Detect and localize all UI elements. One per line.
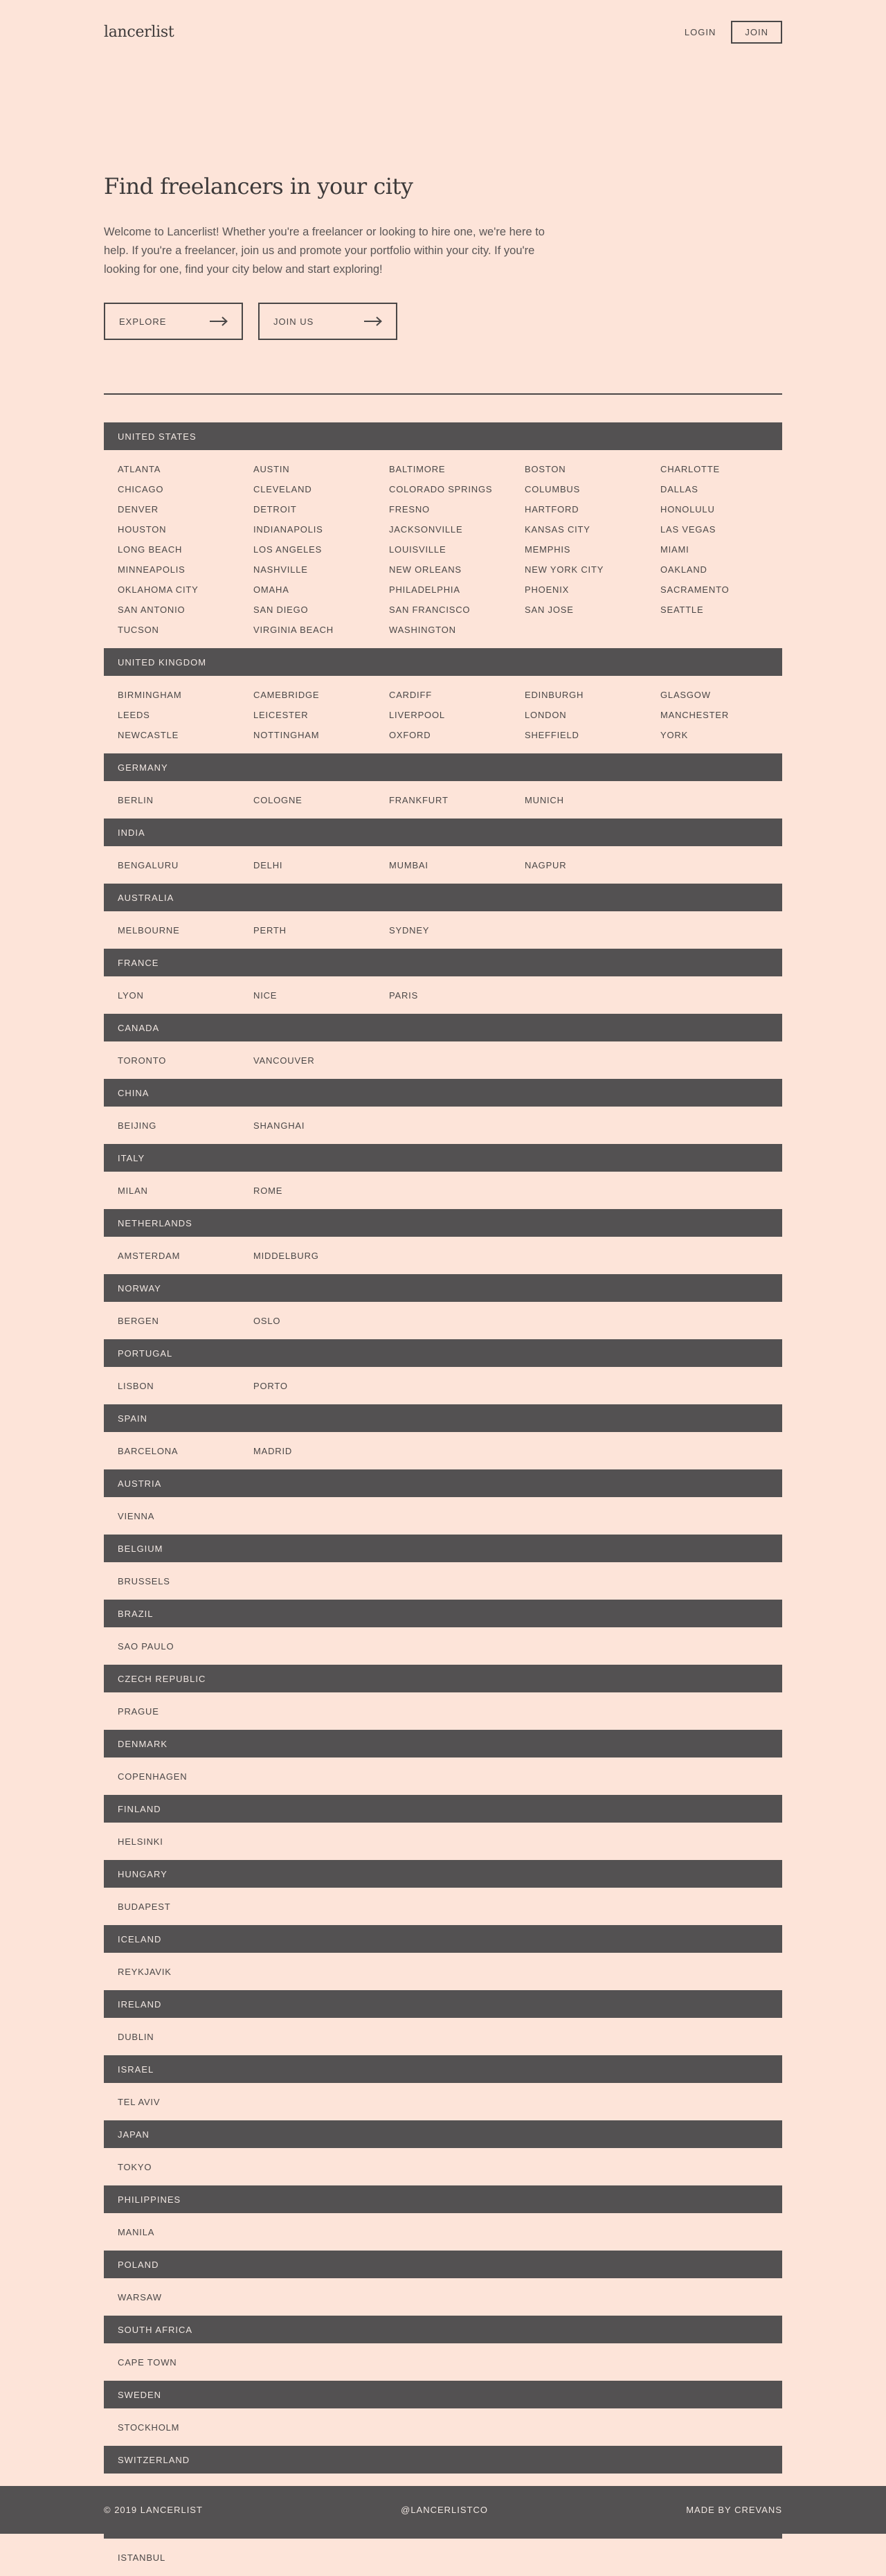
city-link[interactable]: NEWCASTLE xyxy=(118,730,179,740)
city-grid xyxy=(104,1302,782,1339)
city-link[interactable]: HOUSTON xyxy=(118,524,167,535)
city-link[interactable]: BOSTON xyxy=(525,464,566,474)
city-grid xyxy=(104,1627,782,1665)
country-header: SPAIN xyxy=(104,1404,782,1432)
city-link[interactable]: SHEFFIELD xyxy=(525,730,579,740)
city-link[interactable]: INDIANAPOLIS xyxy=(253,524,323,535)
country-header: FRANCE xyxy=(104,949,782,976)
city-link[interactable]: PARIS xyxy=(389,990,419,1001)
explore-button[interactable] xyxy=(104,303,243,340)
city-link[interactable]: SAO PAULO xyxy=(118,1641,174,1652)
city-grid xyxy=(104,1237,782,1274)
city-grid xyxy=(104,1953,782,1990)
city-link[interactable]: HELSINKI xyxy=(118,1836,163,1847)
city-grid xyxy=(104,450,782,648)
city-link[interactable]: BALTIMORE xyxy=(389,464,446,474)
country-header: AUSTRIA xyxy=(104,1469,782,1497)
city-link[interactable]: NICE xyxy=(253,990,278,1001)
country-header: NETHERLANDS xyxy=(104,1209,782,1237)
city-link[interactable]: NASHVILLE xyxy=(253,564,308,575)
city-link[interactable]: FRANKFURT xyxy=(389,795,449,805)
city-link[interactable]: MUMBAI xyxy=(389,860,428,870)
city-grid xyxy=(104,2408,782,2446)
city-link[interactable]: BEIJING xyxy=(118,1120,157,1131)
join-us-button[interactable] xyxy=(258,303,397,340)
country-header: CHINA xyxy=(104,1079,782,1107)
hero-section xyxy=(104,173,547,340)
city-link[interactable]: WASHINGTON xyxy=(389,625,456,635)
country-list xyxy=(104,422,782,2576)
city-link[interactable]: CHARLOTTE xyxy=(660,464,720,474)
city-link[interactable]: AMSTERDAM xyxy=(118,1251,181,1261)
city-link[interactable]: COLOGNE xyxy=(253,795,302,805)
city-link[interactable]: DELHI xyxy=(253,860,283,870)
footer-credit-link[interactable]: MADE BY CREVANS xyxy=(686,2505,782,2515)
country-header: INDIA xyxy=(104,819,782,846)
country-header: IRELAND xyxy=(104,1990,782,2018)
city-link[interactable]: HARTFORD xyxy=(525,504,579,515)
city-link[interactable]: NOTTINGHAM xyxy=(253,730,320,740)
section-divider xyxy=(104,393,782,395)
city-link[interactable]: LEEDS xyxy=(118,710,150,720)
city-link[interactable]: MINNEAPOLIS xyxy=(118,564,186,575)
city-link[interactable]: VIRGINIA BEACH xyxy=(253,625,334,635)
city-link[interactable]: MANCHESTER xyxy=(660,710,730,720)
city-link[interactable]: LISBON xyxy=(118,1381,154,1391)
city-link[interactable]: VANCOUVER xyxy=(253,1055,315,1066)
city-grid xyxy=(104,1692,782,1730)
city-link[interactable]: BRUSSELS xyxy=(118,1576,170,1586)
country-header: FINLAND xyxy=(104,1795,782,1823)
city-grid xyxy=(104,2148,782,2185)
country-header: GERMANY xyxy=(104,753,782,781)
city-link[interactable]: PHILADELPHIA xyxy=(389,584,460,595)
city-link[interactable]: DALLAS xyxy=(660,484,698,494)
city-link[interactable]: TEL AVIV xyxy=(118,2097,161,2107)
city-link[interactable]: LEICESTER xyxy=(253,710,309,720)
city-link[interactable]: CAMEBRIDGE xyxy=(253,690,320,700)
city-link[interactable]: HONOLULU xyxy=(660,504,715,515)
country-header: PORTUGAL xyxy=(104,1339,782,1367)
hero-buttons xyxy=(104,303,547,340)
city-link[interactable]: BERLIN xyxy=(118,795,154,805)
city-link[interactable]: SYDNEY xyxy=(389,925,430,936)
city-link[interactable]: KANSAS CITY xyxy=(525,524,590,535)
country-header: NORWAY xyxy=(104,1274,782,1302)
city-link[interactable]: MILAN xyxy=(118,1186,148,1196)
city-grid xyxy=(104,1432,782,1469)
top-nav xyxy=(685,21,782,44)
city-grid xyxy=(104,1041,782,1079)
city-link[interactable]: SAN FRANCISCO xyxy=(389,605,471,615)
join-us-button-label: JOIN US xyxy=(273,316,314,327)
join-button[interactable]: JOIN xyxy=(731,21,782,44)
hero-description: Welcome to Lancerlist! Whether you're a freelancer or looking to hire one, we're here to help. If you're a freelancer, join us and promote your portfolio within your city. If you're looking for one, find your city below and start exploring! xyxy=(104,226,545,276)
city-link[interactable]: CLEVELAND xyxy=(253,484,312,494)
city-link[interactable]: NEW ORLEANS xyxy=(389,564,462,575)
country-header: ICELAND xyxy=(104,1925,782,1953)
site-header xyxy=(104,19,782,44)
city-link[interactable]: ROME xyxy=(253,1186,283,1196)
country-header: BELGIUM xyxy=(104,1535,782,1562)
city-link[interactable]: SACRAMENTO xyxy=(660,584,730,595)
city-link[interactable]: LYON xyxy=(118,990,144,1001)
city-link[interactable]: NAGPUR xyxy=(525,860,567,870)
city-link[interactable]: PERTH xyxy=(253,925,287,936)
logo[interactable]: lancerlist xyxy=(104,23,174,41)
city-grid xyxy=(104,1823,782,1860)
city-link[interactable]: TORONTO xyxy=(118,1055,167,1066)
city-link[interactable]: MEMPHIS xyxy=(525,544,571,555)
city-link[interactable]: NEW YORK CITY xyxy=(525,564,604,575)
city-grid xyxy=(104,1497,782,1535)
city-link[interactable]: SEATTLE xyxy=(660,605,704,615)
city-grid xyxy=(104,1757,782,1795)
country-header: ISRAEL xyxy=(104,2055,782,2083)
city-link[interactable]: LONG BEACH xyxy=(118,544,183,555)
city-grid xyxy=(104,2083,782,2120)
site-footer xyxy=(0,2486,886,2534)
city-link[interactable]: YORK xyxy=(660,730,689,740)
city-grid xyxy=(104,676,782,753)
city-link[interactable]: TOKYO xyxy=(118,2162,152,2172)
city-link[interactable]: MUNICH xyxy=(525,795,564,805)
country-header: UNITED STATES xyxy=(104,422,782,450)
city-grid xyxy=(104,2213,782,2251)
city-link[interactable]: LAS VEGAS xyxy=(660,524,716,535)
arrow-right-icon xyxy=(210,316,228,326)
country-header: UNITED KINGDOM xyxy=(104,648,782,676)
city-link[interactable]: OSLO xyxy=(253,1316,281,1326)
city-link[interactable]: OXFORD xyxy=(389,730,431,740)
city-link[interactable]: JACKSONVILLE xyxy=(389,524,463,535)
city-grid xyxy=(104,846,782,884)
city-link[interactable]: PORTO xyxy=(253,1381,288,1391)
city-link[interactable]: CARDIFF xyxy=(389,690,432,700)
country-header: CZECH REPUBLIC xyxy=(104,1665,782,1692)
city-link[interactable]: STOCKHOLM xyxy=(118,2422,180,2433)
country-header: DENMARK xyxy=(104,1730,782,1757)
city-grid xyxy=(104,2539,782,2576)
city-link[interactable]: PRAGUE xyxy=(118,1706,159,1717)
country-header: AUSTRALIA xyxy=(104,884,782,911)
city-link[interactable]: BUDAPEST xyxy=(118,1902,171,1912)
city-link[interactable]: SHANGHAI xyxy=(253,1120,305,1131)
city-link[interactable]: MIDDELBURG xyxy=(253,1251,319,1261)
country-header: HUNGARY xyxy=(104,1860,782,1888)
city-link[interactable]: VIENNA xyxy=(118,1511,155,1521)
city-link[interactable]: DETROIT xyxy=(253,504,297,515)
city-link[interactable]: WARSAW xyxy=(118,2292,162,2302)
city-link[interactable]: BIRMINGHAM xyxy=(118,690,182,700)
city-link[interactable]: MANILA xyxy=(118,2227,155,2237)
country-header: POLAND xyxy=(104,2251,782,2278)
arrow-right-icon xyxy=(364,316,382,326)
city-link[interactable]: COLUMBUS xyxy=(525,484,581,494)
city-link[interactable]: PHOENIX xyxy=(525,584,570,595)
city-link[interactable]: SAN DIEGO xyxy=(253,605,309,615)
footer-copyright: © 2019 LANCERLIST xyxy=(104,2505,203,2515)
city-link[interactable]: OKLAHOMA CITY xyxy=(118,584,199,595)
country-header: JAPAN xyxy=(104,2120,782,2148)
city-grid xyxy=(104,1107,782,1144)
country-header: ITALY xyxy=(104,1144,782,1172)
city-link[interactable]: TUCSON xyxy=(118,625,159,635)
country-header: CANADA xyxy=(104,1014,782,1041)
city-grid xyxy=(104,2278,782,2316)
city-link[interactable]: SAN JOSE xyxy=(525,605,574,615)
city-link[interactable]: EDINBURGH xyxy=(525,690,584,700)
city-link[interactable]: CAPE TOWN xyxy=(118,2357,177,2368)
country-header: SWITZERLAND xyxy=(104,2446,782,2474)
city-link[interactable]: COLORADO SPRINGS xyxy=(389,484,493,494)
city-link[interactable]: FRESNO xyxy=(389,504,430,515)
country-header: PHILIPPINES xyxy=(104,2185,782,2213)
city-link[interactable]: BARCELONA xyxy=(118,1446,179,1456)
city-link[interactable]: DUBLIN xyxy=(118,2032,154,2042)
city-link[interactable]: BERGEN xyxy=(118,1316,159,1326)
city-link[interactable]: MELBOURNE xyxy=(118,925,180,936)
city-link[interactable]: AUSTIN xyxy=(253,464,290,474)
city-link[interactable]: LOUISVILLE xyxy=(389,544,446,555)
city-grid xyxy=(104,2018,782,2055)
login-link[interactable]: LOGIN xyxy=(684,26,716,37)
city-link[interactable]: LONDON xyxy=(525,710,567,720)
city-link[interactable]: REYKJAVIK xyxy=(118,1967,172,1977)
city-link[interactable]: SAN ANTONIO xyxy=(118,605,186,615)
country-header: BRAZIL xyxy=(104,1600,782,1627)
city-grid xyxy=(104,1562,782,1600)
city-grid xyxy=(104,1367,782,1404)
city-grid xyxy=(104,2343,782,2381)
city-grid xyxy=(104,781,782,819)
city-link[interactable]: DENVER xyxy=(118,504,159,515)
country-header: SWEDEN xyxy=(104,2381,782,2408)
city-link[interactable]: ATLANTA xyxy=(118,464,161,474)
city-link[interactable]: OMAHA xyxy=(253,584,289,595)
page-title: Find freelancers in your city xyxy=(104,173,413,199)
footer-social-link[interactable]: @LANCERLISTCO xyxy=(401,2505,489,2515)
city-link[interactable]: ISTANBUL xyxy=(118,2552,166,2563)
city-link[interactable]: LOS ANGELES xyxy=(253,544,323,555)
country-header: SOUTH AFRICA xyxy=(104,2316,782,2343)
city-grid xyxy=(104,976,782,1014)
city-link[interactable]: COPENHAGEN xyxy=(118,1771,188,1782)
city-link[interactable]: MIAMI xyxy=(660,544,689,555)
city-grid xyxy=(104,1888,782,1925)
city-link[interactable]: CHICAGO xyxy=(118,484,164,494)
city-link[interactable]: OAKLAND xyxy=(660,564,707,575)
city-grid xyxy=(104,911,782,949)
city-grid xyxy=(104,1172,782,1209)
city-link[interactable]: BENGALURU xyxy=(118,860,179,870)
explore-button-label: EXPLORE xyxy=(119,316,167,327)
city-link[interactable]: MADRID xyxy=(253,1446,293,1456)
city-link[interactable]: LIVERPOOL xyxy=(389,710,445,720)
city-link[interactable]: GLASGOW xyxy=(660,690,711,700)
